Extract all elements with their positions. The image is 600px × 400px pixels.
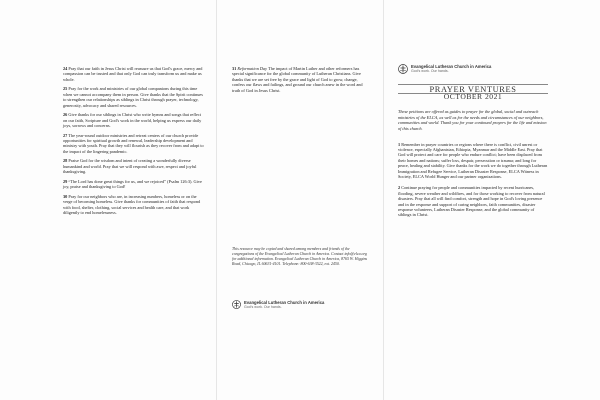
page-title: PRAYER VENTURES <box>429 84 517 94</box>
petition-item <box>398 185 548 217</box>
petition-text: Remember in prayer countries or regions where there is conflict, civil unrest or violence, especially Afghanistan, Ethiopia, Myanmar and the Middle East. Pray that God will protect and care for people who endure conflict; have been displaced from their homes and nations; suffer loss, despair, persecution or trauma; and long for peace, healing and stability. Give thanks for the work we do together through Lutheran Immigration and Refugee Service, Lutheran Disaster Response, ELCA Witness in Society, ELCA World Hunger and our partner organizations. <box>398 141 548 179</box>
petition-number: 25 <box>63 86 68 92</box>
petitions-1-2 <box>398 142 548 218</box>
org-name: Evangelical Lutheran Church in America <box>244 300 325 305</box>
petition-lead: Reformation Day <box>237 66 268 71</box>
org-tagline: God's work. Our hands. <box>244 305 282 309</box>
petition-number: 1 <box>398 141 401 147</box>
column-petition-31 <box>232 66 369 97</box>
fold-line-left <box>216 0 217 400</box>
petition-item <box>232 66 369 93</box>
petition-item <box>398 142 548 180</box>
petition-item <box>63 158 206 174</box>
intro-text: These petitions are offered as guides to prayer for the global, social and outreach ministries of the ELCA, as well as for the needs and circumstances of our neighbors, communities and world. Thank you for your continued prayers for the life and mission of this church. <box>398 109 547 131</box>
petition-number: 31 <box>232 66 237 71</box>
column-petitions-24-30 <box>63 66 206 220</box>
petition-number: 30 <box>63 193 68 199</box>
petition-number: 24 <box>63 66 68 71</box>
elca-cross-icon <box>232 300 241 309</box>
fold-line-right <box>383 0 384 400</box>
petition-number: 29 <box>63 178 68 184</box>
column-cover <box>398 64 548 224</box>
petition-text: Pray for our neighbors who are, in increasing numbers, homeless or on the verge of becoming homeless. Give thanks for communities of faith that respond with food, shelter, clothing, social services and health care, and that work diligently to end homelessness. <box>63 193 201 216</box>
petition-number: 27 <box>63 132 68 138</box>
elca-logo-top <box>398 64 548 74</box>
petition-item <box>63 66 206 82</box>
org-name: Evangelical Lutheran Church in America <box>411 64 492 70</box>
petition-item <box>63 194 206 216</box>
petition-number: 2 <box>398 185 401 191</box>
petition-text: Praise God for the wisdom and intent of creating a wonderfully diverse humankind and world. Pray that we will respond with awe, respect and joyful thanksgiving. <box>63 158 197 175</box>
title-block <box>398 84 548 101</box>
petition-item <box>63 112 206 128</box>
org-tagline: God's work. Our hands. <box>411 69 449 74</box>
petition-number: 26 <box>63 112 68 118</box>
petition-text: “The Lord has done great things for us, and we rejoiced” (Psalm 126:3). Give joy, praise and thanksgiving to God! <box>63 178 202 190</box>
petition-item <box>63 86 206 108</box>
petition-text: Give thanks for our siblings in Christ who write hymns and songs that reflect on our faith, Scripture and God's work in the world, helping us express our daily joys, sorrows and concerns. <box>63 112 202 129</box>
page-date: OCTOBER 2021 <box>443 91 503 101</box>
petition-text: Continue praying for people and communities impacted by recent hurricanes, flooding, severe weather and wildfires, and for those working to recover from natural disasters. Pray that all will find comfort, strength and hope in God's loving presence and in the response and support of caring neighbors, faith communities, disaster response volunteers, Lutheran Disaster Response, and the global community of siblings in Christ. <box>398 185 545 218</box>
petition-item <box>63 179 206 190</box>
petition-item <box>63 133 206 155</box>
petition-number: 28 <box>63 158 68 164</box>
petition-text: Pray for the work and ministries of our global companions during this time when we cannot accompany them in person. Give thanks that the Spirit continues to strengthen our relationships as siblings in Christ through prayer, technology, generosity, advocacy and shared resources. <box>63 86 203 108</box>
elca-logo-bottom <box>232 300 324 309</box>
elca-cross-icon <box>398 64 408 74</box>
copyright-note: This resource may be copied and shared among members and friends of the congregations of the Evangelical Lutheran Church in America. Contact info@elca.org for additional information. Evangelical Lutheran Church in America, 8765 W. Higgins Road, Chicago, IL 60631-4101. Telephone: 800-638-3522, ext. 2450. <box>232 247 368 266</box>
petition-text: Pray that our faith in Jesus Christ will reassure us that God's grace, mercy and compassion can be trusted and that only God can truly transform us and make us whole. <box>63 66 203 82</box>
petition-text: The year-round outdoor ministries and retreat centers of our church provide opportunities for spiritual growth and renewal, leadership development and ministry with youth. Pray that they will flourish as they recover from and adapt to the impact of the lingering pandemic. <box>63 132 204 154</box>
petition-text: The impact of Martin Luther and other reformers has special significance for the global community of Lutheran Christians. Give thanks that we are set free by the grace and light of God to grow, change, confess our flaws and failings, and ground our church anew in the word and truth of God in Jesus Christ. <box>232 66 363 93</box>
